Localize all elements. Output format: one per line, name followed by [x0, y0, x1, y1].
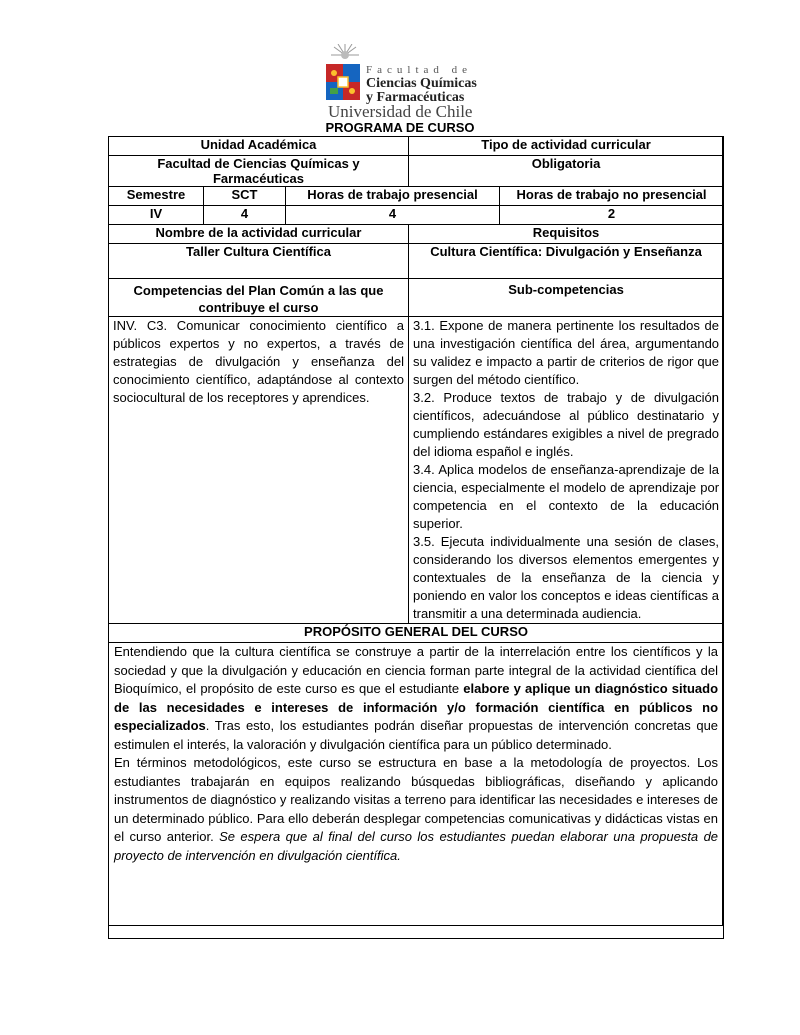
- proposito-p1-text: Entendiendo que la cultura científica se construye a partir de la interrelación entre los científicos y la sociedad y que la divulgación y educación en ciencia forman parte integral de la actividad científica del Bioquímico, el propósito de este curso es que el estudiante: [114, 644, 719, 696]
- competencia-text: INV. C3. Comunicar conocimiento científico a públicos expertos y no expertos, a través de estrategias de divulgación y enseñanza del conocimiento científico, adaptándose al contexto sociocultural de los receptores y aprendices.: [109, 317, 409, 624]
- table-row: [109, 137, 724, 156]
- subcompetencias-cell: [409, 317, 724, 624]
- competencias-header: Competencias del Plan Común a las que contribuye el curso: [109, 279, 409, 317]
- semestre-value: IV: [109, 206, 204, 225]
- semestre-header: Semestre: [109, 187, 204, 206]
- sct-value: 4: [204, 206, 286, 225]
- proposito-header: PROPÓSITO GENERAL DEL CURSO: [109, 624, 724, 643]
- proposito-p1-bold: elabore y aplique un diagnóstico situado de las necesidades e intereses de información y/o formación científica en públicos no especializados: [114, 681, 719, 733]
- proposito-paragraph-1: [114, 643, 718, 754]
- subcompetencia-item: 3.2. Produce textos de trabajo y de divulgación científicos, adecuándose al público destinatario y cumpliendo estándares exigibles a nivel de pregrado del idioma español e inglés.: [413, 390, 720, 459]
- proposito-body: [109, 643, 724, 939]
- proposito-paragraph-2: [114, 754, 718, 865]
- subcompetencias-header: Sub-competencias: [409, 279, 724, 317]
- nombre-actividad-header: Nombre de la actividad curricular: [109, 225, 409, 244]
- nombre-actividad-value: Taller Cultura Científica: [109, 244, 409, 279]
- table-row: [109, 279, 724, 317]
- horas-presencial-header: Horas de trabajo presencial: [286, 187, 500, 206]
- table-row: [109, 156, 724, 187]
- page-title: PROGRAMA DE CURSO: [325, 120, 475, 135]
- subcompetencia-item: 3.1. Expone de manera pertinente los resultados de una investigación científica del área, argumentando su validez e impacto a partir de criterios de rigor que surgen del método científico.: [413, 318, 720, 387]
- subcompetencia-item: 3.5. Ejecuta individualmente una sesión de clases, considerando los diversos elementos emergentes y contextuales de la enseñanza de la ciencia y poniendo en valor los conceptos e ideas científicas a transmitir a una determinada audiencia.: [413, 534, 720, 621]
- requisitos-header: Requisitos: [409, 225, 724, 244]
- program-table: [108, 136, 724, 939]
- sct-header: SCT: [204, 187, 286, 206]
- table-row: [109, 225, 724, 244]
- subcompetencia-item: 3.4. Aplica modelos de enseñanza-aprendizaje de la ciencia, especialmente el modelo de aprendizaje por competencia en el contexto de la educación superior.: [413, 462, 720, 531]
- tipo-actividad-value: Obligatoria: [409, 156, 724, 187]
- unidad-academica-header: Unidad Académica: [109, 137, 409, 156]
- horas-presencial-value: 4: [286, 206, 500, 225]
- table-row: [109, 624, 724, 643]
- table-row: [109, 244, 724, 279]
- table-row: [109, 643, 724, 939]
- horas-no-presencial-header: Horas de trabajo no presencial: [500, 187, 724, 206]
- table-row: [109, 187, 724, 206]
- proposito-p1-end: . Tras esto, los estudiantes podrán diseñar propuestas de intervención concretas que estimulen el interés, la valoración y divulgación científica para un público determinado.: [114, 718, 719, 752]
- star-emblem-icon: [330, 44, 360, 66]
- proposito-p2-italic: Se espera que al final del curso los estudiantes puedan elaborar una propuesta de proyecto de intervención en divulgación científica.: [114, 829, 719, 863]
- university-shield-icon: [326, 64, 360, 100]
- logo-line2-text: y Farmacéuticas: [366, 90, 465, 105]
- unidad-academica-value: Facultad de Ciencias Químicas y Farmacéuticas: [109, 156, 409, 187]
- logo-facultad-text: Facultad de: [366, 64, 473, 76]
- faculty-logo: [322, 44, 482, 120]
- logo-line1-text: Ciencias Químicas: [366, 76, 477, 91]
- tipo-actividad-header: Tipo de actividad curricular: [409, 137, 724, 156]
- proposito-p2-text: En términos metodológicos, este curso se estructura en base a la metodología de proyectos. Los estudiantes trabajarán en equipos realizando búsquedas bibliográficas, diseñando y aplicando instrumentos de diagnóstico y realizando visitas a terreno para identificar las necesidades e intereses de un determinado público. Para ello deberán desplegar competencias comunicativas y didácticas vistas en el curso anterior.: [114, 755, 719, 844]
- table-row: [109, 317, 724, 624]
- table-row: [109, 206, 724, 225]
- requisitos-value: Cultura Científica: Divulgación y Enseñanza: [409, 244, 724, 279]
- horas-no-presencial-value: 2: [500, 206, 724, 225]
- logo-university-text: Universidad de Chile: [328, 102, 473, 121]
